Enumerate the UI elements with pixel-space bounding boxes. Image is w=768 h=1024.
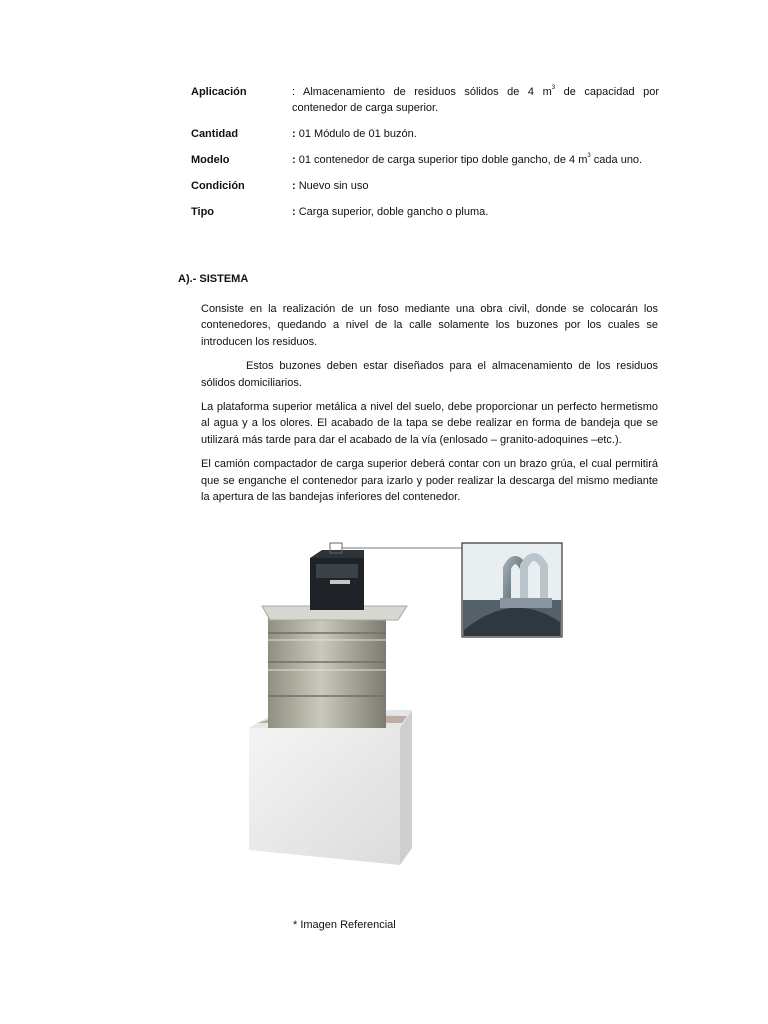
spec-row-modelo [191, 152, 659, 168]
spec-label: Aplicación [191, 86, 247, 98]
spec-label: Modelo [191, 154, 230, 166]
hook-detail-inset [462, 543, 562, 637]
spec-row-cantidad [191, 126, 659, 142]
spec-value: : Carga superior, doble gancho o pluma. [292, 206, 489, 218]
body-paragraphs [201, 301, 658, 513]
spec-label: Condición [191, 180, 245, 192]
paragraph: Consiste en la realización de un foso mediante una obra civil, donde se colocarán los contenedores, quedando a nivel de la calle solamente los buzones por los cuales se introducen los residuos. [201, 303, 658, 348]
spec-value: : 01 Módulo de 01 buzón. [292, 128, 417, 140]
container-body [268, 612, 386, 728]
spec-label: Cantidad [191, 128, 239, 140]
spec-table [191, 84, 659, 230]
spec-row-condicion [191, 178, 659, 194]
paragraph: La plataforma superior metálica a nivel del suelo, debe proporcionar un perfecto hermetismo al agua y a los olores. El acabado de la tapa se debe realizar en forma de bandeja que se utilizará más tarde para dar el acabado de la vía (enlosado – granito-adoquines –etc.). [201, 401, 658, 446]
spec-row-aplicacion [191, 84, 659, 116]
figure-caption: * Imagen Referencial [293, 919, 396, 931]
waste-bin [310, 550, 364, 610]
spec-label: Tipo [191, 206, 215, 218]
container-illustration [232, 530, 592, 870]
spec-value: : Nuevo sin uso [292, 180, 369, 192]
section-heading: A).- SISTEMA [178, 273, 249, 285]
paragraph: El camión compactador de carga superior deberá contar con un brazo grúa, el cual permitirá que se enganche el contenedor para izarlo y poder realizar la descarga del mismo mediante la apertura de las bandejas inferiores del contenedor. [201, 458, 658, 504]
spec-row-tipo [191, 204, 659, 220]
spec-value: : Almacenamiento de residuos sólidos de 4 $m^3$ de capacidad por contenedor de carga superior. [292, 85, 659, 114]
paragraph: Estos buzones deben estar diseñados para el almacenamiento de los residuos sólidos domiciliarios. [201, 360, 658, 389]
spec-value: : 01 contenedor de carga superior tipo doble gancho, de 4 $m^3$ cada uno. [292, 153, 643, 166]
